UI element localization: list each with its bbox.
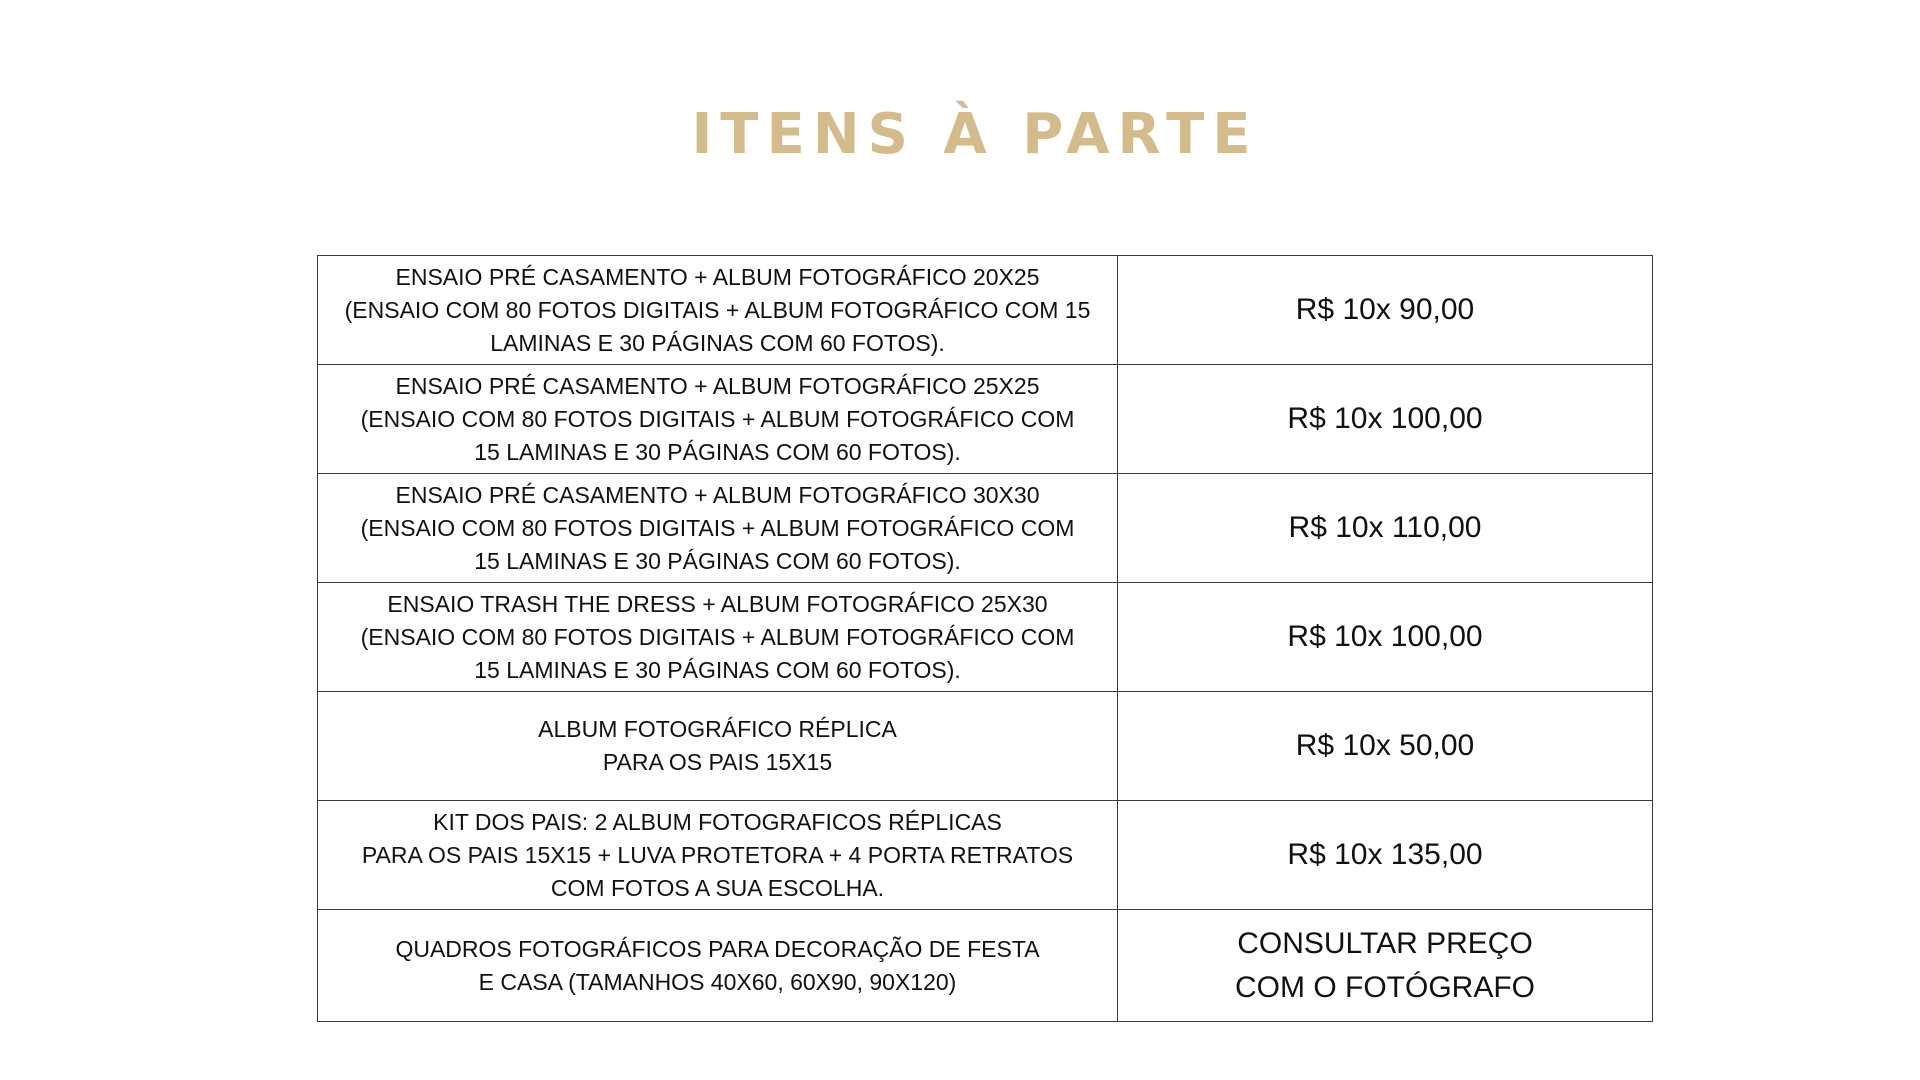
- table-row: [318, 910, 1653, 1022]
- description-line: PARA OS PAIS 15X15: [602, 749, 833, 775]
- item-description: [318, 801, 1118, 910]
- item-description: [318, 692, 1118, 801]
- price-line: R$ 10x 135,00: [1287, 838, 1483, 871]
- price-line: COM O FOTÓGRAFO: [1235, 970, 1535, 1004]
- item-price: [1118, 474, 1653, 583]
- price-line: CONSULTAR PREÇO: [1237, 926, 1533, 960]
- table-row: [318, 692, 1653, 801]
- description-line: 15 LAMINAS E 30 PÁGINAS COM 60 FOTOS).: [474, 547, 961, 574]
- item-price: [1118, 256, 1653, 365]
- description-line: LAMINAS E 30 PÁGINAS COM 60 FOTOS).: [490, 329, 945, 356]
- description-line: E CASA (TAMANHOS 40X60, 60X90, 90X120): [478, 968, 957, 995]
- description-line: (ENSAIO COM 80 FOTOS DIGITAIS + ALBUM FOTOGRÁFICO COM: [360, 623, 1075, 650]
- description-line: 15 LAMINAS E 30 PÁGINAS COM 60 FOTOS).: [474, 656, 961, 683]
- table-row: [318, 474, 1653, 583]
- table-row: [318, 365, 1653, 474]
- price-line: R$ 10x 100,00: [1287, 402, 1483, 435]
- description-line: KIT DOS PAIS: 2 ALBUM FOTOGRAFICOS RÉPLICAS: [433, 808, 1002, 835]
- item-description: [318, 583, 1118, 692]
- description-line: (ENSAIO COM 80 FOTOS DIGITAIS + ALBUM FOTOGRÁFICO COM 15: [344, 296, 1091, 323]
- item-description: [318, 474, 1118, 583]
- description-line: COM FOTOS A SUA ESCOLHA.: [550, 874, 885, 901]
- description-line: ENSAIO PRÉ CASAMENTO + ALBUM FOTOGRÁFICO 30X30: [395, 481, 1040, 508]
- price-line: R$ 10x 90,00: [1295, 293, 1475, 326]
- item-price: [1118, 583, 1653, 692]
- description-line: ENSAIO PRÉ CASAMENTO + ALBUM FOTOGRÁFICO 25X25: [395, 372, 1040, 399]
- item-price: [1118, 910, 1653, 1022]
- description-line: ALBUM FOTOGRÁFICO RÉPLICA: [538, 716, 897, 742]
- table-row: [318, 256, 1653, 365]
- item-price: [1118, 801, 1653, 910]
- price-line: R$ 10x 110,00: [1288, 511, 1482, 544]
- description-line: (ENSAIO COM 80 FOTOS DIGITAIS + ALBUM FOTOGRÁFICO COM: [360, 405, 1075, 432]
- item-description: [318, 910, 1118, 1022]
- price-line: R$ 10x 50,00: [1295, 729, 1475, 762]
- price-table: [317, 255, 1653, 1022]
- item-description: [318, 365, 1118, 474]
- description-line: ENSAIO TRASH THE DRESS + ALBUM FOTOGRÁFICO 25X30: [387, 590, 1048, 617]
- description-line: ENSAIO PRÉ CASAMENTO + ALBUM FOTOGRÁFICO 20X25: [395, 263, 1040, 290]
- table-row: [318, 801, 1653, 910]
- description-line: QUADROS FOTOGRÁFICOS PARA DECORAÇÃO DE FESTA: [395, 935, 1040, 962]
- item-price: [1118, 692, 1653, 801]
- price-line: R$ 10x 100,00: [1287, 620, 1483, 653]
- description-line: (ENSAIO COM 80 FOTOS DIGITAIS + ALBUM FOTOGRÁFICO COM: [360, 514, 1075, 541]
- page-title: ITENS À PARTE: [691, 102, 1259, 167]
- item-description: [318, 256, 1118, 365]
- item-price: [1118, 365, 1653, 474]
- table-row: [318, 583, 1653, 692]
- description-line: PARA OS PAIS 15X15 + LUVA PROTETORA + 4 PORTA RETRATOS: [361, 841, 1074, 868]
- description-line: 15 LAMINAS E 30 PÁGINAS COM 60 FOTOS).: [474, 438, 961, 465]
